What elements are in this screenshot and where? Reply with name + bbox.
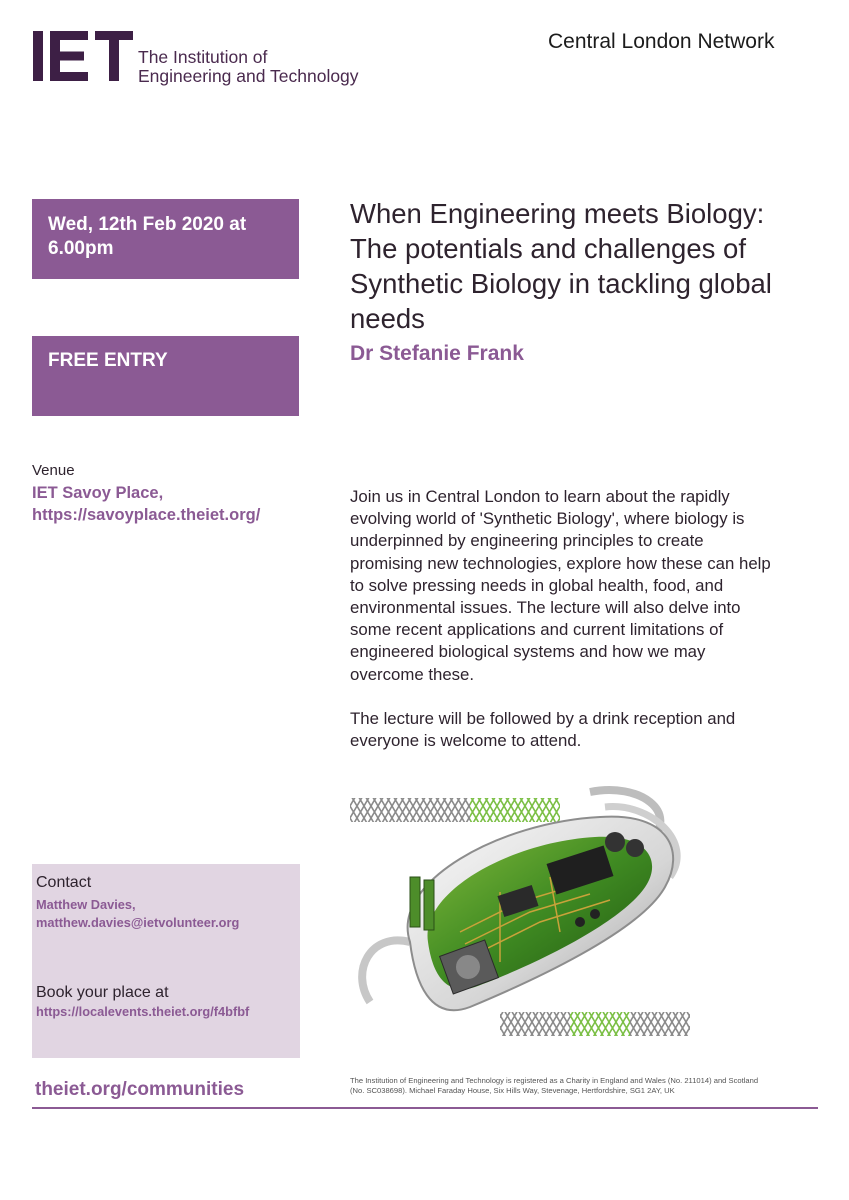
description-line: promising new technologies, explore how these can help — [350, 553, 771, 573]
speaker-name: Dr Stefanie Frank — [350, 342, 524, 365]
venue-name: IET Savoy Place, — [32, 484, 164, 502]
description-line: environmental issues. The lecture will also delve into — [350, 598, 741, 618]
institution-name — [138, 48, 359, 86]
free-entry-label: FREE ENTRY — [48, 350, 168, 371]
venue-label: Venue — [32, 462, 75, 479]
charity-notice — [350, 1076, 820, 1096]
institution-name-line1: The Institution of — [138, 47, 268, 67]
description-line: underpinned by engineering principles to create — [350, 531, 704, 551]
description-line: The lecture will be followed by a drink reception and — [350, 708, 736, 728]
description-line: everyone is welcome to attend. — [350, 731, 582, 751]
title-line: Synthetic Biology in tackling global — [350, 268, 772, 299]
title-line: When Engineering meets Biology: — [350, 198, 765, 229]
title-line: The potentials and challenges of — [350, 233, 746, 264]
event-description — [350, 486, 820, 774]
institution-name-line2: Engineering and Technology — [138, 66, 359, 86]
charity-line: (No. SC038698). Michael Faraday House, Six Hills Way, Stevenage, Hertfordshire, SG1 2AY, UK — [350, 1086, 675, 1095]
description-line: Join us in Central London to learn about the rapidly — [350, 487, 730, 506]
date-box — [32, 199, 299, 279]
description-paragraph — [350, 486, 820, 686]
date-line2: 6.00pm — [48, 238, 114, 259]
description-line: overcome these. — [350, 664, 475, 684]
description-line: to solve pressing needs in global health, food, and — [350, 575, 724, 595]
communities-link[interactable]: theiet.org/communities — [35, 1079, 245, 1100]
reception-paragraph — [350, 708, 820, 752]
venue-details — [32, 482, 260, 526]
iet-logo-mark — [33, 31, 133, 81]
description-line: evolving world of 'Synthetic Biology', where biology is — [350, 509, 745, 529]
title-line: needs — [350, 303, 425, 334]
booking-link[interactable]: https://localevents.theiet.org/f4bfbf — [36, 1004, 250, 1019]
charity-line: The Institution of Engineering and Technology is registered as a Charity in England and Wales (No. 211014) and Scotland — [350, 1076, 759, 1085]
footer-divider — [32, 1107, 818, 1109]
contact-email[interactable]: matthew.davies@ietvolunteer.org — [36, 915, 240, 930]
contact-details — [36, 896, 239, 932]
synthetic-cell-circuit-illustration — [350, 782, 695, 1044]
contact-panel — [32, 864, 300, 1058]
network-name: Central London Network — [548, 30, 775, 53]
booking-label: Book your place at — [36, 984, 169, 1001]
venue-link[interactable]: https://savoyplace.theiet.org/ — [32, 506, 261, 524]
event-title — [350, 196, 820, 336]
contact-name: Matthew Davies, — [36, 897, 136, 912]
date-line1: Wed, 12th Feb 2020 at — [48, 214, 247, 235]
description-line: some recent applications and current limitations of — [350, 620, 724, 640]
description-line: engineered biological systems and how we may — [350, 642, 706, 662]
contact-label: Contact — [36, 874, 92, 891]
free-entry-box — [32, 336, 299, 416]
